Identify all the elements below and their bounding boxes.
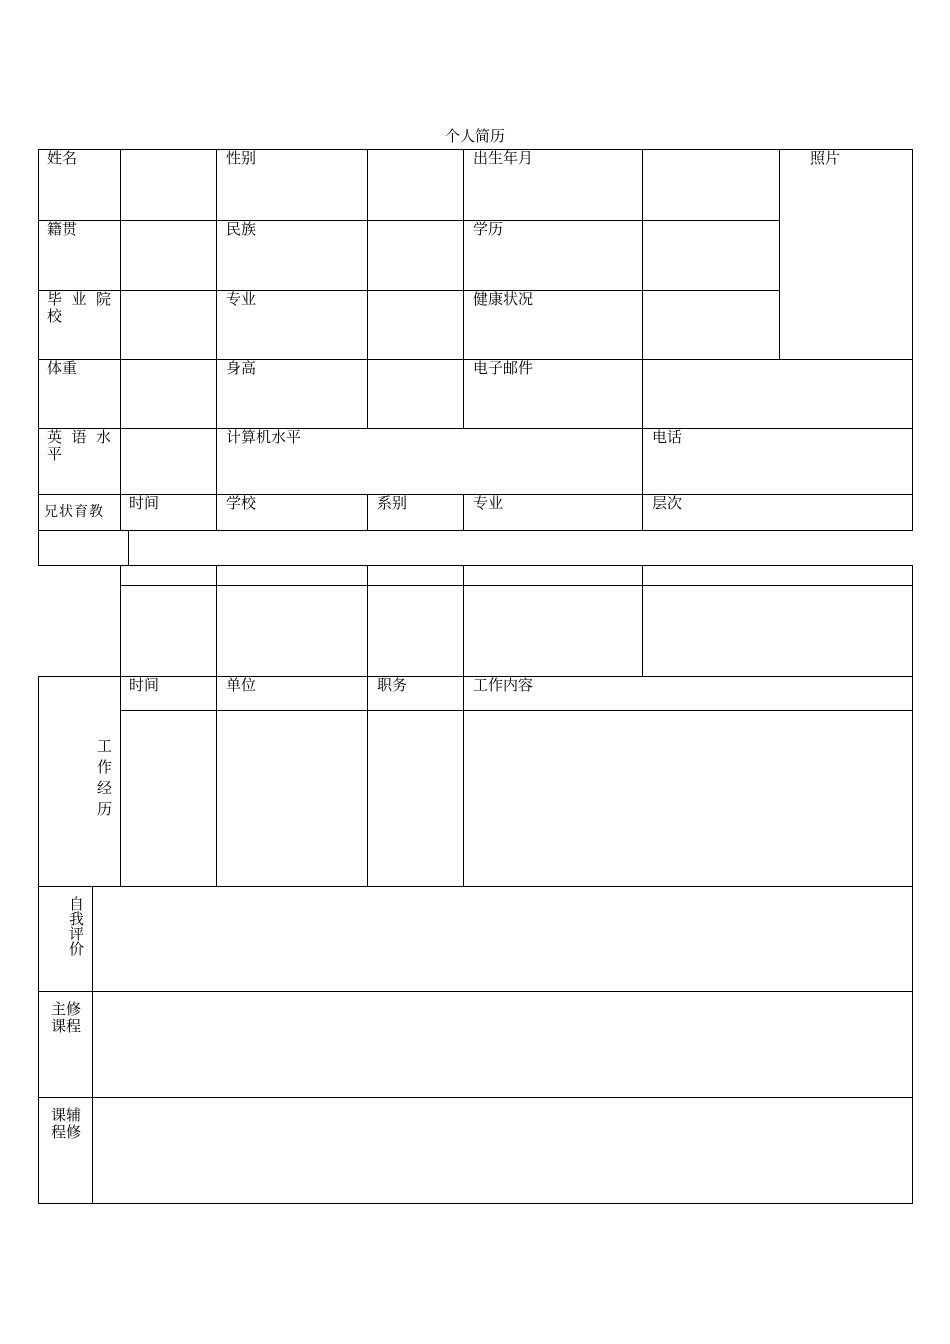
edu-department-cell[interactable] xyxy=(368,586,463,676)
edu-level-header: 层次 xyxy=(652,494,683,512)
work-position-cell[interactable] xyxy=(368,711,463,886)
health-label: 健康状况 xyxy=(473,290,534,308)
work-content-header: 工作内容 xyxy=(473,676,534,694)
minor-courses-field[interactable] xyxy=(93,1098,912,1203)
education-field[interactable] xyxy=(643,221,779,290)
native-place-field[interactable] xyxy=(121,221,216,290)
birth-date-label: 出生年月 xyxy=(473,149,534,167)
height-label: 身高 xyxy=(226,359,257,377)
english-level-field[interactable] xyxy=(121,429,216,494)
graduate-school-label: 毕 业 院 校 xyxy=(47,290,111,325)
page-title: 个人简历 xyxy=(444,127,505,145)
email-field[interactable] xyxy=(643,360,912,428)
self-evaluation-label: 自我评价 xyxy=(67,896,85,956)
phone-field[interactable] xyxy=(643,449,912,494)
height-field[interactable] xyxy=(368,360,463,428)
major-courses-field[interactable] xyxy=(93,992,912,1097)
english-level-label: 英 语 水 平 xyxy=(47,428,111,463)
work-content-cell[interactable] xyxy=(464,711,912,886)
name-label: 姓名 xyxy=(47,149,78,167)
birth-date-field[interactable] xyxy=(643,150,779,220)
gender-label: 性别 xyxy=(226,149,257,167)
edu-level-cell[interactable] xyxy=(643,586,912,676)
education-section-label: 兄状育教 xyxy=(44,504,104,520)
work-position-header: 职务 xyxy=(377,676,408,694)
work-time-cell[interactable] xyxy=(121,711,216,886)
name-field[interactable] xyxy=(121,150,216,220)
edu-department-header: 系别 xyxy=(377,494,408,512)
edu-major-header: 专业 xyxy=(473,494,504,512)
self-evaluation-field[interactable] xyxy=(93,887,912,991)
work-unit-cell[interactable] xyxy=(217,711,367,886)
education-label: 学历 xyxy=(473,220,504,238)
computer-level-field[interactable] xyxy=(368,429,642,494)
health-field[interactable] xyxy=(643,291,779,359)
edu-school-cell[interactable] xyxy=(217,586,367,676)
graduate-school-field[interactable] xyxy=(121,291,216,359)
ethnicity-label: 民族 xyxy=(226,220,257,238)
edu-school-header: 学校 xyxy=(226,494,257,512)
major-label: 专业 xyxy=(226,290,257,308)
ethnicity-field[interactable] xyxy=(368,221,463,290)
native-place-label: 籍贯 xyxy=(47,220,78,238)
major-courses-label: 主修课程 xyxy=(51,1000,82,1035)
work-time-header: 时间 xyxy=(129,676,160,694)
edu-major-cell[interactable] xyxy=(464,586,642,676)
weight-field[interactable] xyxy=(121,360,216,428)
photo-label: 照片 xyxy=(810,149,841,167)
email-label: 电子邮件 xyxy=(473,359,534,377)
minor-courses-label: 课辅程修 xyxy=(51,1106,82,1141)
gender-field[interactable] xyxy=(368,150,463,220)
major-field[interactable] xyxy=(368,291,463,359)
phone-label: 电话 xyxy=(652,428,683,446)
edu-time-header: 时间 xyxy=(129,494,160,512)
work-experience-section-label: 工作经历 xyxy=(95,738,113,822)
weight-label: 体重 xyxy=(47,359,78,377)
work-unit-header: 单位 xyxy=(226,676,257,694)
computer-level-label: 计算机水平 xyxy=(226,428,302,446)
photo-area[interactable] xyxy=(780,170,912,359)
edu-time-cell[interactable] xyxy=(121,586,216,676)
